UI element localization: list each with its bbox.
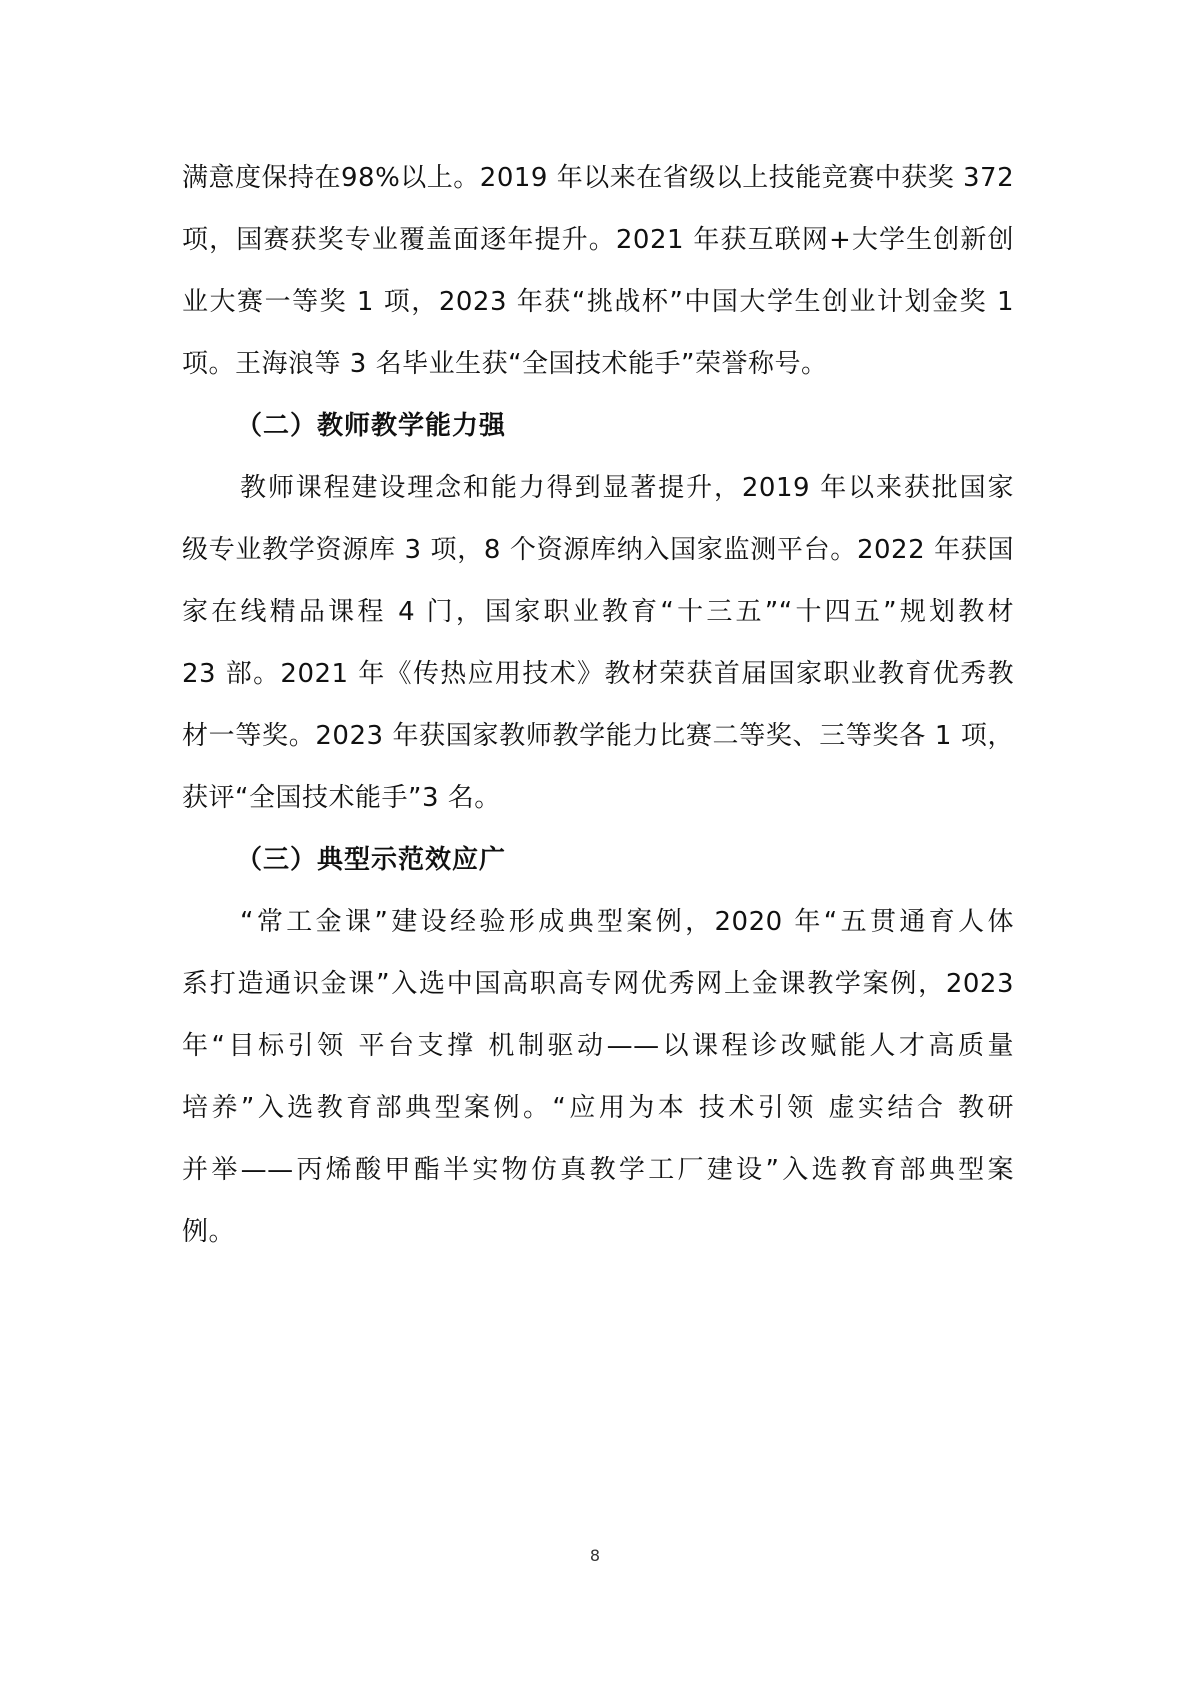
- paragraph-line: 项。王海浪等 3 名毕业生获“全国技术能手”荣誉称号。: [182, 349, 828, 379]
- paragraph-line: 系打造通识金课”入选中国高职高专网优秀网上金课教学案例，2023: [182, 969, 1014, 999]
- paragraph-line: 年“目标引领 平台支撑 机制驱动——以课程诊改赋能人才高质量: [182, 1031, 1014, 1061]
- paragraph-line: 23 部。2021 年《传热应用技术》教材荣获首届国家职业教育优秀教: [182, 659, 1014, 689]
- paragraph-line: 家在线精品课程 4 门，国家职业教育“十三五”“十四五”规划教材: [182, 597, 1014, 627]
- paragraph-line: 业大赛一等奖 1 项，2023 年获“挑战杯”中国大学生创业计划金奖 1: [182, 287, 1014, 317]
- section-heading-teacher-ability: （二）教师教学能力强: [236, 411, 507, 441]
- paragraph-line: 满意度保持在98%以上。2019 年以来在省级以上技能竞赛中获奖 372: [182, 163, 1015, 193]
- paragraph-line: 项，国赛获奖专业覆盖面逐年提升。2021 年获互联网+大学生创新创: [182, 225, 1014, 255]
- page-number: 8: [589, 1546, 601, 1565]
- paragraph-1: [182, 147, 1014, 395]
- paragraph-line: 并举——丙烯酸甲酯半实物仿真教学工厂建设”入选教育部典型案: [182, 1155, 1014, 1185]
- document-body: [182, 147, 1014, 1263]
- paragraph-line: 级专业教学资源库 3 项，8 个资源库纳入国家监测平台。2022 年获国: [182, 535, 1014, 565]
- section-heading-demonstration-effect: （三）典型示范效应广: [236, 845, 507, 875]
- paragraph-line: 获评“全国技术能手”3 名。: [182, 783, 501, 813]
- paragraph-line: “常工金课”建设经验形成典型案例，2020 年“五贯通育人体: [240, 907, 1014, 937]
- paragraph-line: 教师课程建设理念和能力得到显著提升，2019 年以来获批国家: [240, 473, 1014, 503]
- paragraph-line: 例。: [182, 1217, 236, 1247]
- paragraph-line: 培养”入选教育部典型案例。“应用为本 技术引领 虚实结合 教研: [182, 1093, 1014, 1123]
- paragraph-2: [182, 457, 1014, 829]
- paragraph-3: [182, 891, 1014, 1263]
- paragraph-line: 材一等奖。2023 年获国家教师教学能力比赛二等奖、三等奖各 1 项，: [182, 721, 1014, 751]
